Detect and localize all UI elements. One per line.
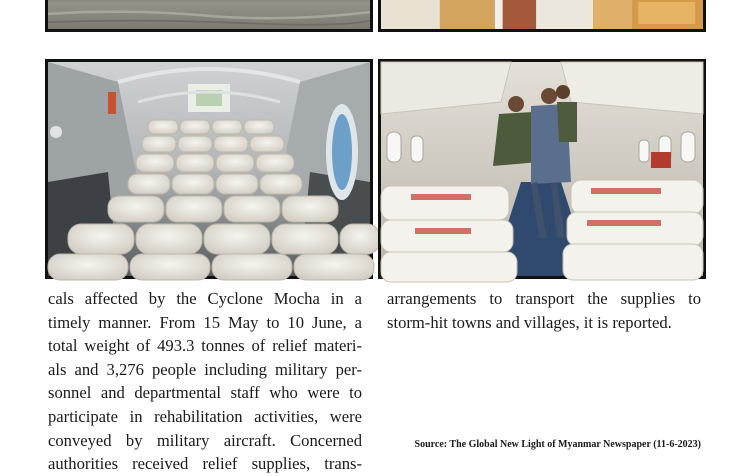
article-line: total weight of 493.3 tonnes of relief materi- [48, 336, 362, 356]
article-line: als and 3,276 people including military per- [48, 359, 362, 379]
article-body-left-column [48, 287, 362, 476]
photo-top-right [378, 0, 706, 32]
article-line: participate in rehabilitation activities, were [48, 406, 362, 426]
article-line: storm-hit towns and villages, it is reported. [387, 312, 672, 332]
road-photo-graphic [48, 0, 370, 29]
article-line: conveyed by military aircraft. Concerned [48, 430, 362, 450]
boxes-photo-graphic [381, 0, 703, 29]
article-body-right-column [387, 287, 701, 334]
article-line: arrangements to transport the supplies to [387, 289, 701, 308]
photo-aircraft-cargo-bags [45, 59, 373, 279]
article-line: authorities received relief supplies, trans- [48, 454, 362, 474]
photo-top-left [45, 0, 373, 32]
article-line: cals affected by the Cyclone Mocha in a [48, 289, 362, 308]
article-line: timely manner. From 15 May to 10 June, a [48, 312, 362, 332]
article-line: sonnel and departmental staff who were to [48, 383, 362, 403]
personnel-graphic [381, 62, 703, 276]
cargo-bags-graphic [48, 62, 370, 276]
source-credit: Source: The Global New Light of Myanmar Newspaper (11-6-2023) [414, 439, 701, 450]
photo-personnel-loading-bags [378, 59, 706, 279]
